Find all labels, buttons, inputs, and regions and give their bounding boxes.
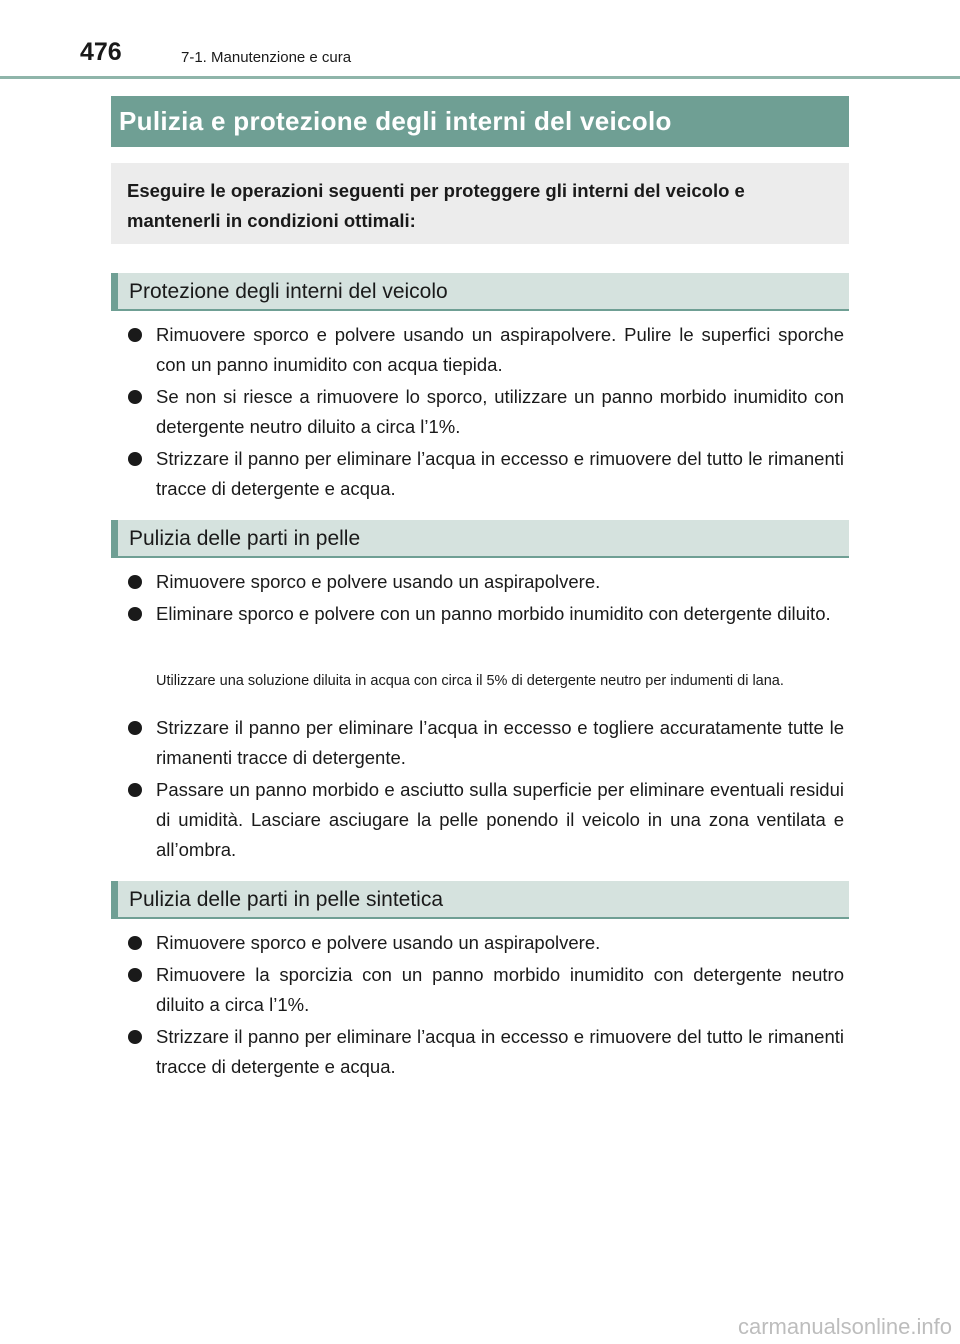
intro-box bbox=[111, 163, 849, 244]
list-item bbox=[128, 567, 844, 597]
list-item-text: Strizzare il panno per eliminare l’acqua in eccesso e rimuovere del tutto le rimanenti tracce di detergente e acqua. bbox=[156, 448, 844, 499]
subsection-title: Pulizia delle parti in pelle bbox=[129, 527, 361, 550]
list-item-text: Rimuovere sporco e polvere usando un aspirapolvere. bbox=[156, 932, 601, 953]
list-item-text: Eliminare sporco e polvere con un panno morbido inumidito con detergente diluito. bbox=[156, 603, 831, 624]
leather-detergent-note: Utilizzare una soluzione diluita in acqua con circa il 5% di detergente neutro per indumenti di lana. bbox=[156, 673, 784, 689]
main-title: Pulizia e protezione degli interni del veicolo bbox=[119, 106, 672, 136]
list-item bbox=[128, 713, 844, 773]
bullet-icon bbox=[128, 936, 142, 950]
section-reference: 7-1. Manutenzione e cura bbox=[181, 49, 352, 66]
subsection-title: Protezione degli interni del veicolo bbox=[129, 280, 448, 303]
list-item-text: Rimuovere la sporcizia con un panno morbido inumidito con detergente neutro diluito a circa l’1%. bbox=[156, 964, 844, 1015]
header-divider bbox=[0, 76, 960, 79]
watermark: carmanualsonline.info bbox=[737, 1314, 952, 1339]
bullet-icon bbox=[128, 452, 142, 466]
bullet-icon bbox=[128, 328, 142, 342]
list-item bbox=[128, 775, 844, 865]
bullet-icon bbox=[128, 575, 142, 589]
subsection-header-interior-protection bbox=[111, 273, 849, 311]
list-item-text: Strizzare il panno per eliminare l’acqua in eccesso e togliere accuratamente tutte le rimanenti tracce di detergente. bbox=[156, 717, 844, 768]
list-item bbox=[128, 444, 844, 504]
bullet-icon bbox=[128, 390, 142, 404]
bullet-icon bbox=[128, 721, 142, 735]
list-item-text: Strizzare il panno per eliminare l’acqua in eccesso e rimuovere del tutto le rimanenti tracce di detergente e acqua. bbox=[156, 1026, 844, 1077]
page-header bbox=[80, 38, 880, 68]
list-item-text: Se non si riesce a rimuovere lo sporco, utilizzare un panno morbido inumidito con detergente neutro diluito a circa l’1%. bbox=[156, 386, 844, 437]
list-item bbox=[128, 960, 844, 1020]
subsection-header-synthetic-leather bbox=[111, 881, 849, 919]
bullet-icon bbox=[128, 607, 142, 621]
list-item-text: Rimuovere sporco e polvere usando un aspirapolvere. Pulire le superfici sporche con un panno inumidito con acqua tiepida. bbox=[156, 324, 844, 375]
list-item-text: Rimuovere sporco e polvere usando un aspirapolvere. bbox=[156, 571, 601, 592]
synthetic-leather-list bbox=[128, 928, 844, 1084]
list-item bbox=[128, 599, 844, 629]
page-number: 476 bbox=[80, 38, 122, 66]
list-item bbox=[128, 1022, 844, 1082]
bullet-icon bbox=[128, 968, 142, 982]
subsection-header-leather-cleaning bbox=[111, 520, 849, 558]
main-title-bar bbox=[111, 96, 849, 147]
list-item bbox=[128, 928, 844, 958]
bullet-icon bbox=[128, 1030, 142, 1044]
leather-cleaning-list-b bbox=[128, 713, 844, 867]
subsection-title: Pulizia delle parti in pelle sintetica bbox=[129, 888, 444, 911]
list-item bbox=[128, 382, 844, 442]
bullet-icon bbox=[128, 783, 142, 797]
intro-text: Eseguire le operazioni seguenti per proteggere gli interni del veicolo e mantenerli in condizioni ottimali: bbox=[127, 180, 745, 231]
list-item-text: Passare un panno morbido e asciutto sulla superficie per eliminare eventuali residui di umidità. Lasciare asciugare la pelle ponendo il veicolo in una zona ventilata e all’ombra. bbox=[156, 779, 844, 860]
interior-protection-list bbox=[128, 320, 844, 506]
list-item bbox=[128, 320, 844, 380]
leather-cleaning-list-a bbox=[128, 567, 844, 631]
